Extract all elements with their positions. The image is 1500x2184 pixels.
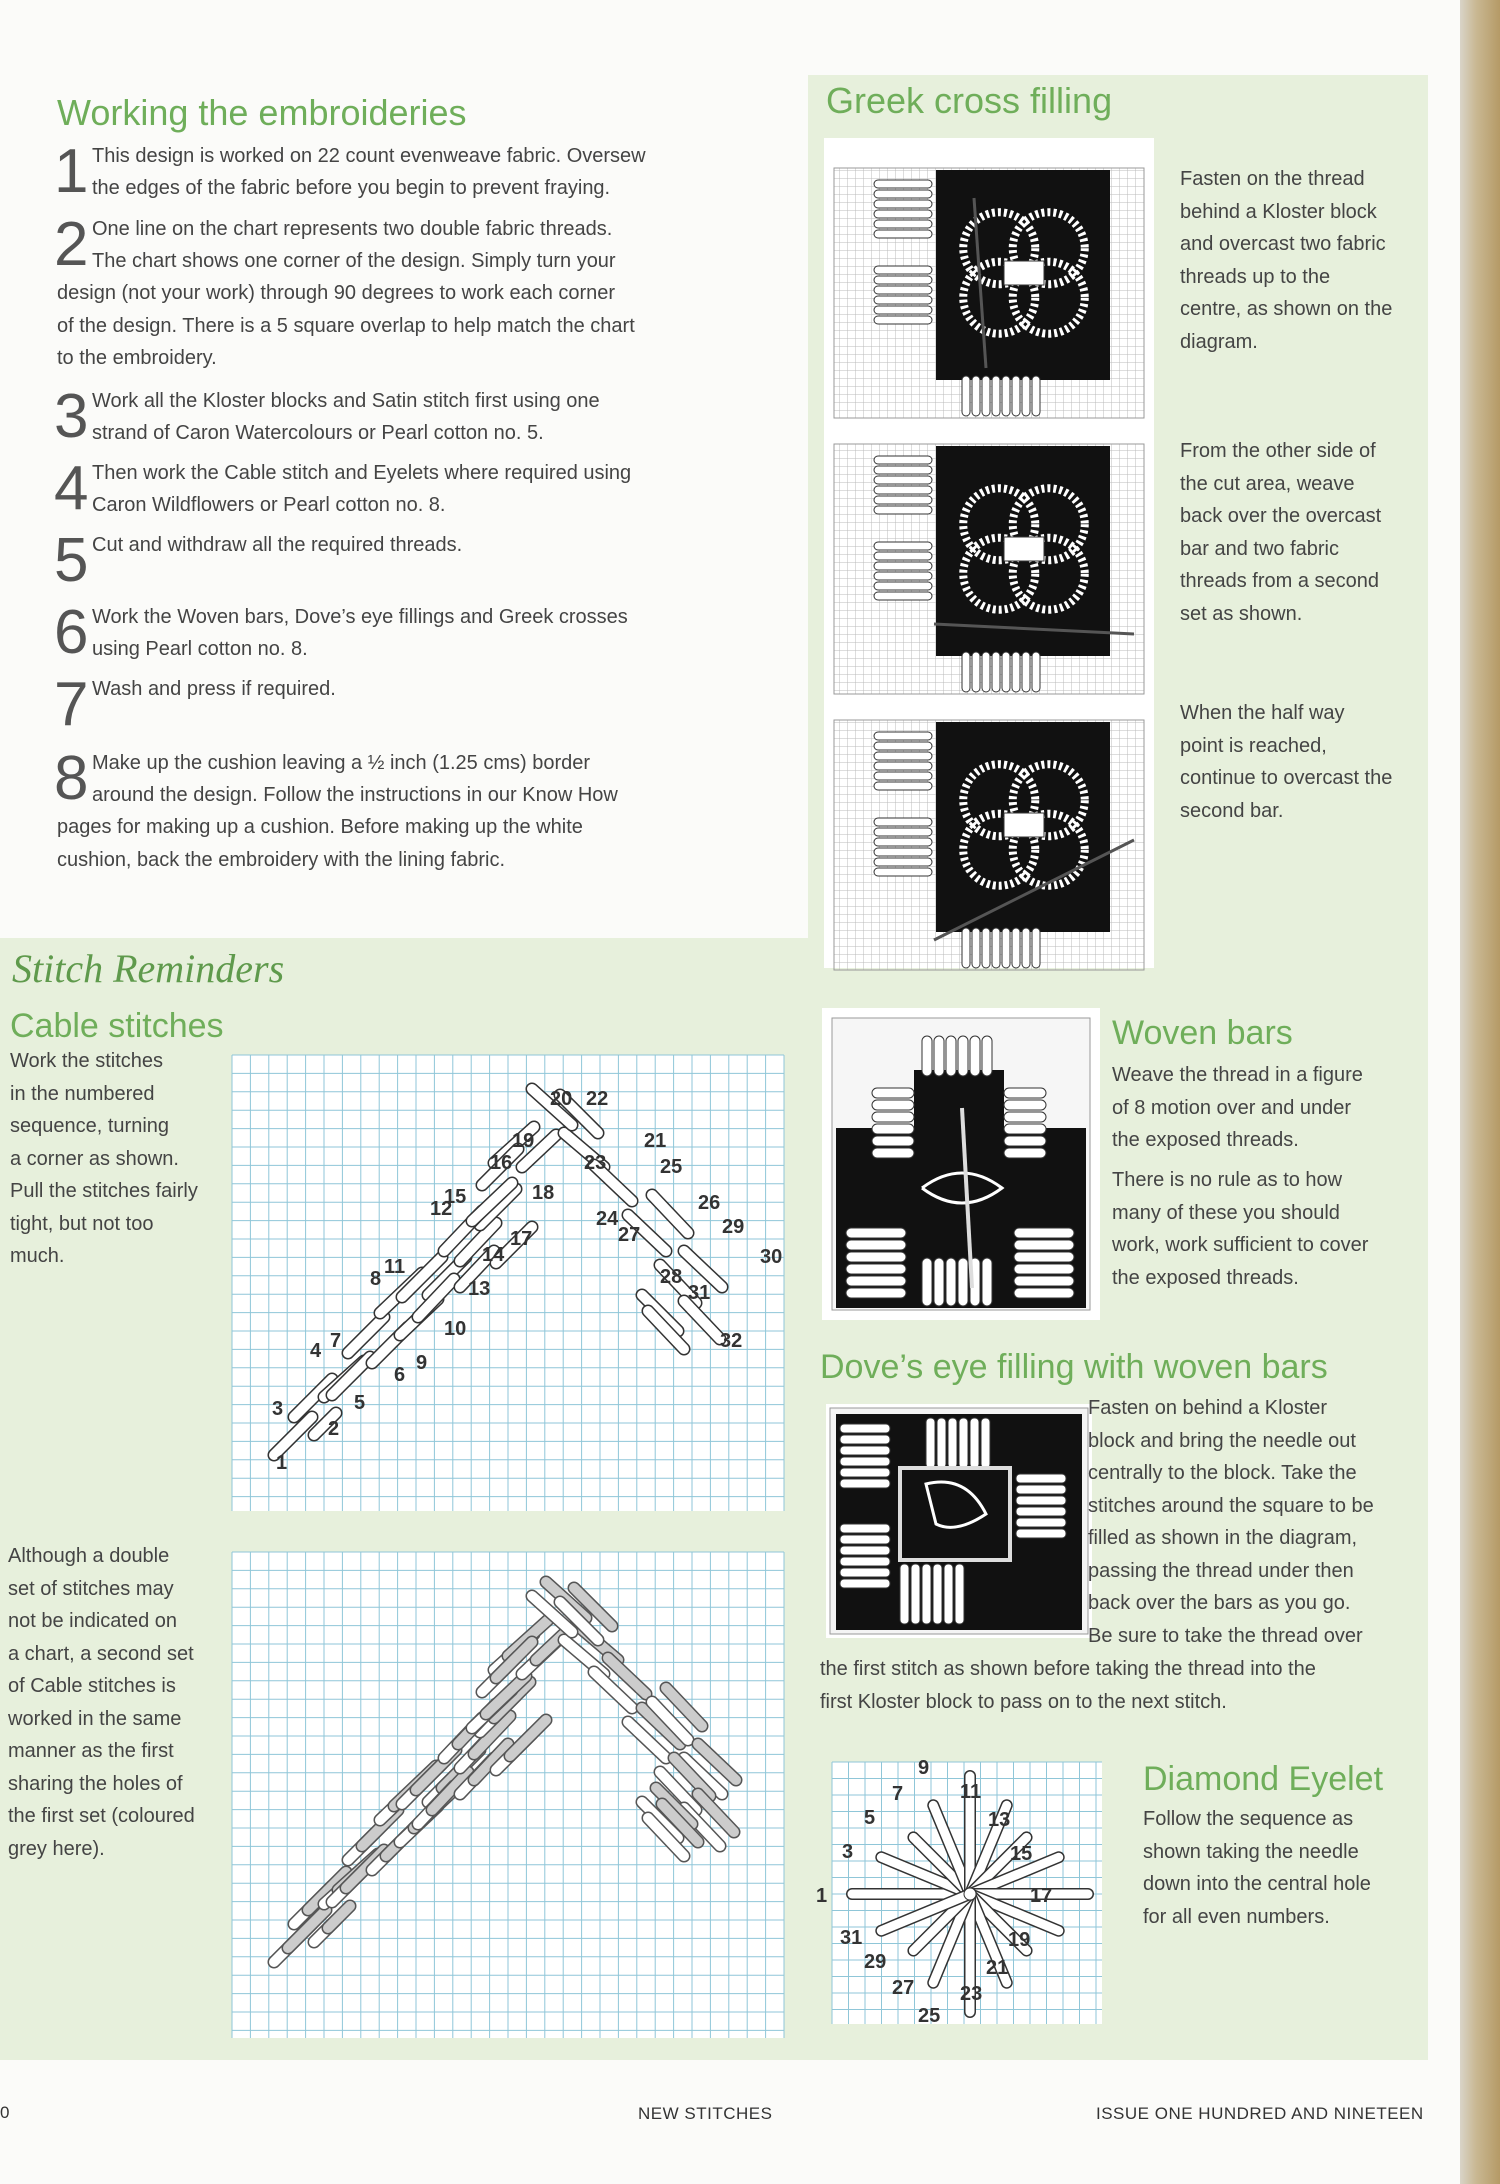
greek-caption-line: and overcast two fabric xyxy=(1180,233,1386,255)
cable-chart xyxy=(232,1055,786,1513)
step-number: 5 xyxy=(54,526,89,595)
step-text: Work all the Kloster blocks and Satin stitch first using one xyxy=(92,390,600,412)
doves-text-line: Fasten on behind a Kloster xyxy=(1088,1397,1328,1419)
step-text: around the design. Follow the instructions in our Know How xyxy=(92,784,618,806)
step-text: Make up the cushion leaving a ½ inch (1.25 cms) border xyxy=(92,752,591,774)
woven-bars-diagram xyxy=(822,1008,1100,1320)
step-text: The chart shows one corner of the design. Simply turn your xyxy=(92,250,616,272)
cable-title: Cable stitches xyxy=(10,1007,224,1045)
doves-text-line: passing the thread under then xyxy=(1088,1559,1354,1582)
step-text: Then work the Cable stitch and Eyelets where required using xyxy=(92,462,632,484)
step-number: 4 xyxy=(54,454,89,523)
cable-stitch-number: 15 xyxy=(444,1186,467,1208)
step-number: 7 xyxy=(54,670,89,739)
diamond-text-line: for all even numbers. xyxy=(1143,1905,1330,1928)
cable-stitch-number: 12 xyxy=(430,1198,453,1220)
footer-magazine-section: NEW STITCHES xyxy=(638,2104,773,2123)
greek-diagram-svg xyxy=(824,138,1154,968)
reminders-title: Stitch Reminders xyxy=(12,946,285,991)
greek-caption-line: Fasten on the thread xyxy=(1180,168,1365,190)
eyelet-number: 23 xyxy=(960,1983,983,2005)
doves-text-line: stitches around the square to be xyxy=(1088,1494,1374,1517)
cable-stitch-number: 4 xyxy=(310,1340,322,1362)
step-text: This design is worked on 22 count evenweave fabric. Oversew xyxy=(92,145,646,167)
diamond-text-line: down into the central hole xyxy=(1143,1873,1371,1895)
greek-caption-line: behind a Kloster block xyxy=(1180,200,1377,223)
doves-diagram xyxy=(826,1404,1092,1638)
step-number: 3 xyxy=(54,382,89,451)
background-edge xyxy=(1460,0,1500,2184)
cable-stitch-number: 14 xyxy=(482,1244,505,1266)
cable-stitch-number: 19 xyxy=(512,1130,535,1152)
eyelet-number: 5 xyxy=(864,1807,876,1829)
eyelet-number: 21 xyxy=(986,1957,1009,1979)
eyelet-number: 11 xyxy=(960,1781,982,1803)
footer-issue: ISSUE ONE HUNDRED AND NINETEEN xyxy=(1096,2104,1424,2123)
greek-caption-line: continue to overcast the xyxy=(1180,767,1393,789)
cable-text2-line: worked in the same xyxy=(8,1707,182,1730)
cable-double-chart xyxy=(232,1552,786,2040)
cable-stitch-number: 28 xyxy=(660,1266,683,1288)
cable-stitch-number: 30 xyxy=(760,1246,783,1268)
woven-text2-line: work, work sufficient to cover xyxy=(1112,1234,1369,1256)
cable-stitch-number: 11 xyxy=(384,1256,406,1278)
step-text: of the design. There is a 5 square overlap to help match the chart xyxy=(57,314,635,337)
greek-caption-line: second bar. xyxy=(1180,799,1284,822)
greek-step-2 xyxy=(834,444,1144,694)
cable-double-chart-svg xyxy=(232,1552,786,2040)
cable-stitch-number: 20 xyxy=(550,1088,573,1110)
woven-bars-svg xyxy=(822,1008,1100,1320)
step-text: pages for making up a cushion. Before making up the white xyxy=(57,816,583,838)
step-text: strand of Caron Watercolours or Pearl cotton no. 5. xyxy=(92,422,544,444)
eyelet-number: 7 xyxy=(892,1783,904,1805)
eyelet-number: 3 xyxy=(842,1841,854,1863)
cable-stitch-number: 7 xyxy=(330,1330,342,1352)
woven-text2-line: There is no rule as to how xyxy=(1112,1169,1343,1191)
step-text: to the embroidery. xyxy=(57,347,217,369)
eyelet-number: 19 xyxy=(1008,1929,1031,1951)
greek-caption-line: From the other side of xyxy=(1180,440,1376,462)
doves-text-line: Be sure to take the thread over xyxy=(1088,1624,1363,1647)
cable-stitch-number: 5 xyxy=(354,1392,366,1414)
cable-stitch-number: 22 xyxy=(586,1088,609,1110)
greek-caption-line: When the half way xyxy=(1180,702,1345,724)
diamond-text-line: Follow the sequence as xyxy=(1143,1808,1354,1830)
doves-text-line: filled as shown in the diagram, xyxy=(1088,1527,1358,1549)
cable-stitch-number: 8 xyxy=(370,1268,382,1290)
eyelet-number: 25 xyxy=(918,2005,941,2027)
cable-text-line: tight, but not too xyxy=(10,1212,154,1235)
eyelet-number: 31 xyxy=(840,1927,863,1949)
greek-caption-line: threads up to the xyxy=(1180,265,1331,288)
cable-stitch-number: 16 xyxy=(490,1152,513,1174)
step-text: design (not your work) through 90 degrees to work each corner xyxy=(57,282,616,304)
cable-text2-line: set of stitches may xyxy=(8,1577,174,1600)
cable-stitch-number: 1 xyxy=(276,1452,288,1474)
doves-text-full-line: first Kloster block to pass on to the next stitch. xyxy=(820,1690,1227,1713)
doves-eye-svg xyxy=(826,1404,1092,1638)
doves-text-line: back over the bars as you go. xyxy=(1088,1592,1351,1614)
step-number: 2 xyxy=(54,210,89,279)
page-number: 0 xyxy=(0,2103,10,2122)
cable-stitch-number: 25 xyxy=(660,1156,683,1178)
woven-text-line: Weave the thread in a figure xyxy=(1112,1064,1363,1086)
cable-stitch-number: 3 xyxy=(272,1398,284,1420)
cable-text-line: sequence, turning xyxy=(10,1115,170,1137)
woven-title: Woven bars xyxy=(1112,1014,1293,1052)
greek-caption-line: threads from a second xyxy=(1180,570,1379,592)
cable-text2-line: a chart, a second set xyxy=(8,1642,194,1665)
doves-text-full-line: the first stitch as shown before taking the thread into the xyxy=(820,1658,1316,1680)
step-number: 6 xyxy=(54,598,89,667)
cable-stitch-number: 24 xyxy=(596,1208,619,1230)
doves-text-line: block and bring the needle out xyxy=(1088,1429,1356,1452)
cable-text-line: much. xyxy=(10,1245,65,1267)
greek-title: Greek cross filling xyxy=(826,80,1113,121)
cable-text2-line: grey here). xyxy=(8,1837,105,1860)
diamond-eyelet-svg xyxy=(816,1748,1120,2058)
diamond-text-line: shown taking the needle xyxy=(1143,1840,1359,1863)
cable-stitch-number: 9 xyxy=(416,1352,428,1374)
cable-stitch-number: 23 xyxy=(584,1152,607,1174)
greek-caption-line: centre, as shown on the xyxy=(1180,298,1393,320)
cable-stitch-number: 26 xyxy=(698,1192,721,1214)
greek-step-1 xyxy=(834,168,1144,418)
cable-stitch-number: 10 xyxy=(444,1318,467,1340)
cable-stitch-number: 18 xyxy=(532,1182,555,1204)
doves-title: Dove’s eye filling with woven bars xyxy=(820,1348,1328,1386)
greek-caption-line: bar and two fabric xyxy=(1180,537,1339,560)
woven-text2-line: many of these you should xyxy=(1112,1201,1340,1224)
cable-stitch-number: 27 xyxy=(618,1224,641,1246)
cable-stitch-number: 2 xyxy=(328,1418,340,1440)
eyelet-number: 17 xyxy=(1030,1885,1053,1907)
step-number: 8 xyxy=(54,744,89,813)
cable-stitch-number: 32 xyxy=(720,1330,743,1352)
cable-stitch-number: 17 xyxy=(510,1228,533,1250)
step-text: using Pearl cotton no. 8. xyxy=(92,638,308,660)
step-text: One line on the chart represents two double fabric threads. xyxy=(92,218,613,240)
cable-chart-svg xyxy=(232,1055,786,1513)
woven-text-line: of 8 motion over and under xyxy=(1112,1096,1352,1119)
greek-diagram xyxy=(824,138,1154,968)
cable-stitch-number: 13 xyxy=(468,1278,491,1300)
cable-text2-line: not be indicated on xyxy=(8,1610,178,1632)
diamond-title: Diamond Eyelet xyxy=(1143,1760,1384,1798)
step-text: Caron Wildflowers or Pearl cotton no. 8. xyxy=(92,494,446,516)
step-text: the edges of the fabric before you begin to prevent fraying. xyxy=(92,177,611,199)
cable-text-line: Pull the stitches fairly xyxy=(10,1180,198,1202)
eyelet-number: 13 xyxy=(988,1809,1011,1831)
doves-text-line: centrally to the block. Take the xyxy=(1088,1462,1357,1484)
greek-step-3 xyxy=(834,720,1144,970)
greek-caption-line: the cut area, weave xyxy=(1180,472,1355,495)
cable-text2-line: manner as the first xyxy=(8,1740,174,1762)
greek-caption-line: diagram. xyxy=(1180,330,1258,353)
greek-caption-line: point is reached, xyxy=(1180,734,1327,757)
eyelet-number: 15 xyxy=(1010,1843,1033,1865)
eyelet-number: 1 xyxy=(816,1885,828,1907)
cable-text2-line: of Cable stitches is xyxy=(8,1675,176,1697)
cable-text2-line: Although a double xyxy=(8,1545,170,1567)
step-text: Wash and press if required. xyxy=(92,678,336,700)
cable-text-line: in the numbered xyxy=(10,1082,155,1105)
greek-caption-line: back over the overcast xyxy=(1180,505,1382,527)
cable-text-line: a corner as shown. xyxy=(10,1147,179,1170)
woven-text2-line: the exposed threads. xyxy=(1112,1266,1299,1289)
step-number: 1 xyxy=(54,137,89,206)
eyelet-number: 29 xyxy=(864,1951,887,1973)
step-text: Work the Woven bars, Dove’s eye fillings and Greek crosses xyxy=(92,606,628,628)
woven-text-line: the exposed threads. xyxy=(1112,1129,1299,1151)
greek-caption-line: set as shown. xyxy=(1180,602,1303,625)
step-text: Cut and withdraw all the required threads. xyxy=(92,534,463,556)
cable-stitch-number: 21 xyxy=(644,1130,667,1152)
cable-stitch-number: 6 xyxy=(394,1364,406,1386)
cable-text2-line: the first set (coloured xyxy=(8,1805,195,1827)
diamond-eyelet-diagram xyxy=(816,1748,1120,2058)
eyelet-number: 9 xyxy=(918,1757,930,1779)
step-text: cushion, back the embroidery with the lining fabric. xyxy=(57,848,506,871)
cable-stitch-number: 31 xyxy=(688,1282,711,1304)
cable-text2-line: sharing the holes of xyxy=(8,1772,183,1795)
working-title: Working the embroideries xyxy=(57,92,467,133)
cable-stitch-number: 29 xyxy=(722,1216,745,1238)
cable-text-line: Work the stitches xyxy=(10,1050,164,1072)
eyelet-number: 27 xyxy=(892,1977,915,1999)
